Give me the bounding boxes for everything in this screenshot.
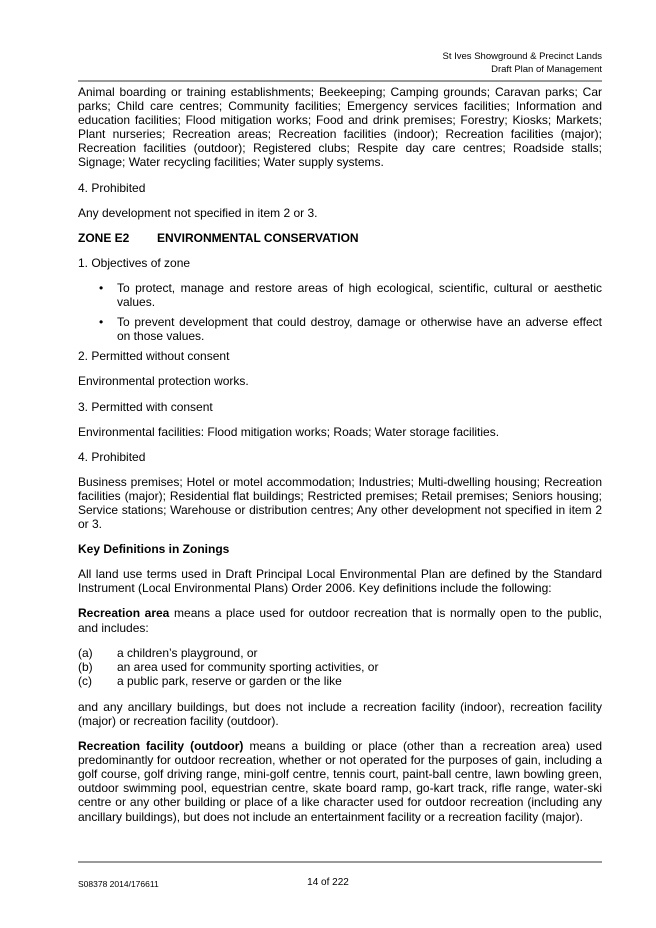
recreation-facility-outdoor-definition [78, 739, 602, 824]
item-label: (c) [78, 673, 92, 688]
recreation-area-tail: and any ancillary buildings, but does not include a recreation facility (indoor), recreation facility (major) or recreation facility (outdoor). [78, 699, 602, 728]
item-text: a children’s playground, or [117, 645, 258, 660]
prohibited-text: Any development not specified in item 2 or 3. [78, 205, 318, 220]
zone-name: ENVIRONMENTAL CONSERVATION [157, 230, 359, 245]
defined-term: Recreation area [78, 606, 170, 621]
page-header [443, 50, 602, 76]
key-definitions-intro: All land use terms used in Draft Principal Local Environmental Plan are defined by the Standard Instrument (Local Environmental Plans) Order 2006. Key definitions include the following: [78, 567, 602, 596]
item-text: an area used for community sporting activities, or [117, 659, 379, 674]
prohibited-heading: 4. Prohibited [78, 180, 146, 195]
page-number: 14 of 222 [307, 877, 349, 888]
definition-text: means a building or place (other than a recreation area) used predominantly for outdoor recreation, whether or not operated for the purposes of gain, including a golf course, golf driving range, mini-golf centre, tennis court, paint-ball centre, lawn bowling green, outdoor swimming pool, equestrian centre, skate board ramp, go-kart track, rifle range, water-ski centre or any other building or place of a like character used for outdoor recreation (including any ancillary buildings), but does not include an entertainment facility or a recreation facility (major). [78, 739, 602, 824]
recreation-area-items [78, 646, 602, 688]
list-item [78, 660, 602, 674]
prohibited-text: Business premises; Hotel or motel accommodation; Industries; Multi-dwelling housing; Recreation facilities (major); Residential flat buildings; Restricted premises; Retail premises; Seniors housing; Service stations; Warehouse or distribution centres; Any other development not specified in item 2 or 3. [78, 474, 602, 532]
item-label: (b) [78, 659, 93, 674]
objective-item: • To protect, manage and restore areas of high ecological, scientific, cultural or aesthetic values. [78, 281, 602, 309]
list-item [78, 674, 602, 688]
item-label: (a) [78, 645, 93, 660]
zone-heading [78, 231, 602, 245]
footer-rule [78, 861, 602, 863]
recreation-area-definition [78, 606, 602, 634]
permitted-with-heading: 3. Permitted with consent [78, 399, 213, 414]
key-definitions-heading: Key Definitions in Zonings [78, 542, 230, 557]
permitted-with-text: Environmental facilities: Flood mitigation works; Roads; Water storage facilities. [78, 424, 500, 439]
definition-text: means a place used for outdoor recreation that is normally open to the public, and includes: [78, 606, 603, 635]
zone-code: ZONE E2 [78, 230, 130, 245]
prohibited-heading: 4. Prohibited [78, 449, 146, 464]
document-reference: S08378 2014/176611 [78, 879, 159, 889]
permitted-without-heading: 2. Permitted without consent [78, 349, 230, 364]
objectives-list [78, 281, 602, 343]
document-body [78, 85, 602, 835]
permitted-without-text: Environmental protection works. [78, 374, 249, 389]
list-item [78, 646, 602, 660]
objectives-heading: 1. Objectives of zone [78, 255, 191, 270]
item-text: a public park, reserve or garden or the like [117, 673, 342, 688]
defined-term: Recreation facility (outdoor) [78, 739, 244, 754]
header-title: St Ives Showground & Precinct Lands [442, 51, 602, 62]
permitted-uses-list: Animal boarding or training establishments; Beekeeping; Camping grounds; Caravan parks; Car parks; Child care centres; Community facilities; Emergency services facilities; Information and education facilities; Flood mitigation works; Food and drink premises; Forestry; Kiosks; Markets; Plant nurseries; Recreation areas; Recreation facilities (indoor); Recreation facilities (major); Recreation facilities (outdoor); Registered clubs; Respite day care centres; Roadside stalls; Signage; Water recycling facilities; Water supply systems. [78, 85, 602, 170]
header-rule [78, 80, 602, 82]
header-subtitle: Draft Plan of Management [491, 64, 602, 75]
objective-item: • To prevent development that could destroy, damage or otherwise have an adverse effect on those values. [78, 315, 602, 343]
